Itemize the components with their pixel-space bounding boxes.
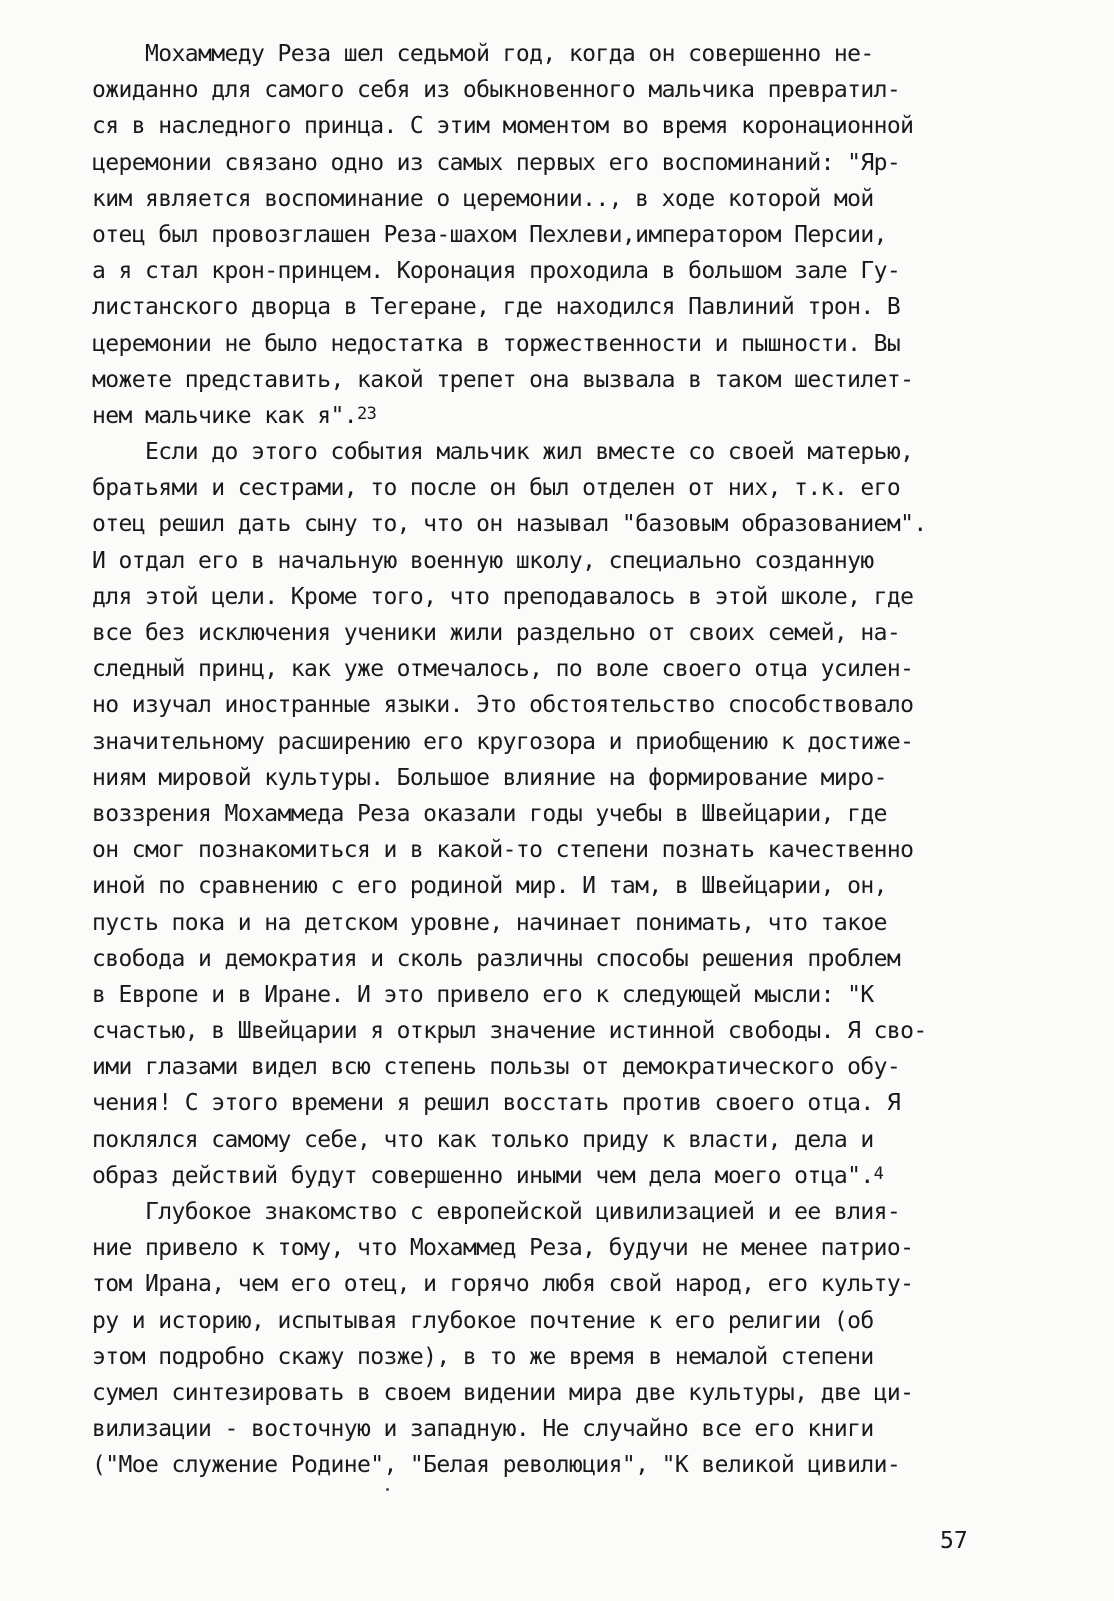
text-line: для этой цели. Кроме того, что преподавалось в этой школе, где: [92, 583, 914, 610]
text-line: иной по сравнению с его родиной мир. И там, в Швейцарии, он,: [92, 873, 887, 900]
text-line: а я стал крон-принцем. Коронация проходила в большом зале Гу-: [92, 258, 901, 285]
text-line-with-footnotes: [92, 398, 1022, 434]
footnote-mark: 2: [356, 403, 367, 424]
text-line: счастью, в Швейцарии я открыл значение истинной свободы. Я сво-: [92, 1018, 927, 1045]
text-line-with-footnote: [92, 1158, 1022, 1194]
text-line: ким является воспоминание о церемонии.., в ходе которой мой: [92, 185, 874, 212]
text-line: Если до этого события мальчик жил вместе со своей матерью,: [92, 439, 914, 466]
text-line: ("Мое служение Родине", "Белая революция", "К великой цивили-: [92, 1452, 901, 1479]
text-line: свобода и демократия и сколь различны способы решения проблем: [92, 945, 901, 972]
text-line: все без исключения ученики жили раздельно от своих семей, на-: [92, 620, 901, 646]
text-line: ся в наследного принца. С этим моментом во время коронационной: [92, 113, 914, 140]
text-line: но изучал иностранные языки. Это обстоятельство способствовало: [92, 692, 914, 719]
text-line: том Ирана, чем его отец, и горячо любя свой народ, его культу-: [92, 1271, 914, 1298]
text-line: сумел синтезировать в своем видении мира две культуры, две ци-: [92, 1379, 914, 1406]
text-line: листанского дворца в Тегеране, где находился Павлиний трон. В: [92, 294, 901, 321]
text-line: церемонии связано одно из самых первых его воспоминаний: "Яр-: [92, 149, 901, 176]
text-line: пусть пока и на детском уровне, начинает понимать, что такое: [92, 909, 887, 936]
text-line: поклялся самому себе, что как только приду к власти, дела и: [92, 1126, 874, 1153]
text-line: чения! С этого времени я решил восстать против своего отца. Я: [92, 1090, 901, 1117]
text-line: отец решил дать сыну то, что он называл "базовым образованием".: [92, 511, 927, 538]
text-line: ими глазами видел всю степень пользы от демократического обу-: [92, 1054, 901, 1081]
text-line: отец был провозглашен Реза-шахом Пехлеви,императором Персии,: [92, 221, 887, 248]
text-line: воззрения Мохаммеда Реза оказали годы учебы в Швейцарии, где: [92, 800, 887, 827]
footnote-mark: 3: [366, 403, 377, 424]
body-text: [92, 36, 1022, 1484]
scan-speck: [386, 1488, 389, 1491]
text-line: в Европе и в Иране. И это привело его к следующей мысли: "К: [92, 981, 874, 1008]
text-line: ние привело к тому, что Мохаммед Реза, будучи не менее патрио-: [92, 1235, 914, 1262]
text-line: ру и историю, испытывая глубокое почтение к его религии (об: [92, 1307, 874, 1334]
footnote-line-text: образ действий будут совершенно иными чем дела моего отца".: [92, 1162, 874, 1189]
text-line: Мохаммеду Реза шел седьмой год, когда он совершенно не-: [92, 41, 874, 67]
footnote-mark: 4: [873, 1163, 884, 1184]
text-line: И отдал его в начальную военную школу, специально созданную: [92, 547, 874, 574]
text-line: вилизации - восточную и западную. Не случайно все его книги: [92, 1416, 874, 1443]
text-line: можете представить, какой трепет она вызвала в таком шестилет-: [92, 366, 914, 393]
text-line: Глубокое знакомство с европейской цивилизацией и ее влия-: [92, 1199, 901, 1225]
page-number: 57: [940, 1528, 968, 1554]
footnote-line-text: нем мальчике как я".: [92, 402, 357, 429]
text-line: этом подробно скажу позже), в то же время в немалой степени: [92, 1343, 874, 1370]
text-line: следный принц, как уже отмечалось, по воле своего отца усилен-: [92, 656, 914, 683]
text-line: ожиданно для самого себя из обыкновенного мальчика превратил-: [92, 77, 901, 104]
text-line: ниям мировой культуры. Большое влияние на формирование миро-: [92, 764, 887, 791]
text-line: значительному расширению его кругозора и приобщению к достиже-: [92, 728, 914, 755]
text-line: он смог познакомиться и в какой-то степени познать качественно: [92, 837, 914, 864]
text-line: церемонии не было недостатка в торжественности и пышности. Вы: [92, 330, 901, 357]
text-line: братьями и сестрами, то после он был отделен от них, т.к. его: [92, 475, 901, 502]
